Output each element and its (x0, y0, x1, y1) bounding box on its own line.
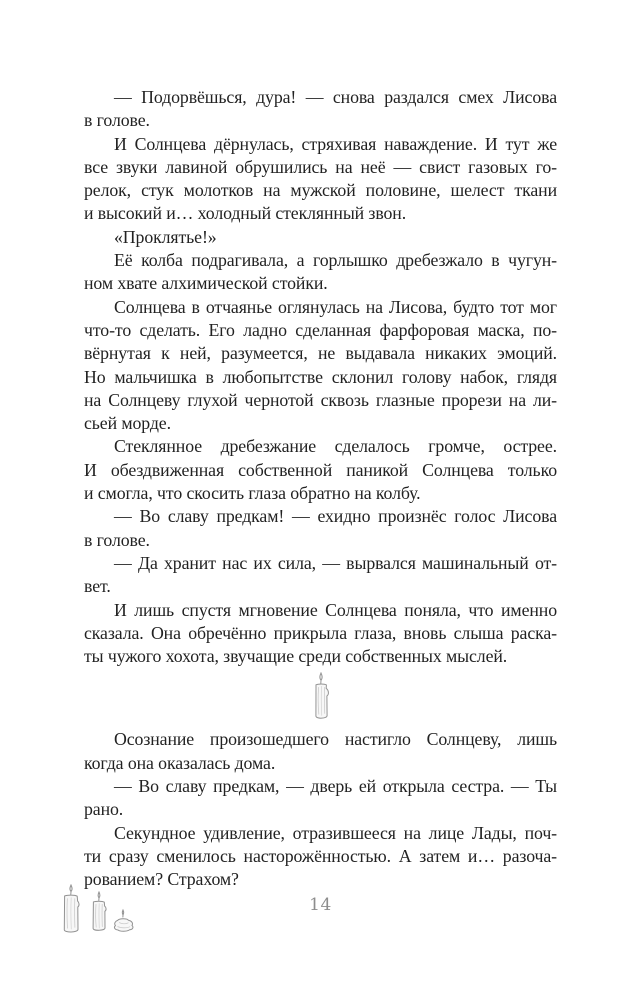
text-line: «Проклятье!» (114, 226, 217, 247)
text-line: и высокий и… холодный стеклянный звон. (84, 203, 407, 224)
text-line: Но мальчишка в любопытстве склонил голову набок, глядя (84, 366, 557, 387)
text-line: сьей морде. (84, 413, 171, 434)
text-line: Секундное удивление, отразившееся на лице Лады, поч- (114, 822, 557, 843)
text-line: в голове. (84, 529, 150, 550)
text-section-1 (84, 86, 557, 668)
section-break-ornament (84, 672, 557, 722)
text-line: сказала. Она обречённо прикрыла глаза, вновь слыша раска- (84, 622, 557, 643)
text-line: рованием? Страхом? (84, 869, 239, 890)
text-line: вет. (84, 576, 111, 597)
text-line: — Во славу предкам, — дверь ей открыла сестра. — Ты (114, 776, 557, 797)
text-line: релок, стук молотков на мужской половине, шелест ткани (84, 180, 557, 201)
text-line: И лишь спустя мгновение Солнцева поняла, что именно (114, 599, 557, 620)
candle-icon (306, 672, 336, 722)
text-section-2 (84, 728, 557, 891)
text-line: — Да хранит нас их сила, — вырвался машинальный от- (114, 552, 557, 573)
page-number: 14 (309, 895, 332, 915)
text-line: И Солнцева дёрнулась, стряхивая наваждение. И тут же (114, 133, 557, 154)
text-line: рано. (84, 799, 124, 820)
text-block (84, 86, 557, 892)
text-line: ном хвате алхимической стойки. (84, 273, 328, 294)
text-line: все звуки лавиной обрушились на неё — свист газовых го- (84, 156, 557, 177)
text-line: Солнцева в отчаянье оглянулась на Лисова, будто тот мог (114, 296, 557, 317)
text-line: — Подорвёшься, дура! — снова раздался смех Лисова (114, 87, 557, 107)
text-line: ти сразу сменилось насторожённостью. А затем и… разоча- (84, 845, 557, 866)
text-line: когда она оказалась дома. (84, 752, 276, 773)
text-line: вёрнутая к ней, разумеется, не выдавала никаких эмоций. (84, 343, 557, 364)
text-line: И обездвиженная собственной паникой Солнцева только (84, 459, 557, 480)
text-line: Осознание произошедшего настигло Солнцеву, лишь (114, 729, 557, 750)
text-line: на Солнцеву глухой чернотой сквозь глазные прорези на ли- (84, 389, 557, 410)
text-line: — Во славу предкам! — ехидно произнёс голос Лисова (114, 506, 557, 527)
text-line: Стеклянное дребезжание сделалось громче, острее. (114, 436, 557, 457)
text-line: и смогла, что скосить глаза обратно на колбу. (84, 483, 421, 504)
text-line: что-то сделать. Его ладно сделанная фарфоровая маска, по- (84, 319, 557, 340)
text-line: Её колба подрагивала, а горлышко дребезжало в чугун- (114, 250, 557, 271)
text-line: ты чужого хохота, звучащие среди собственных мыслей. (84, 646, 508, 667)
text-line: в голове. (84, 110, 150, 131)
